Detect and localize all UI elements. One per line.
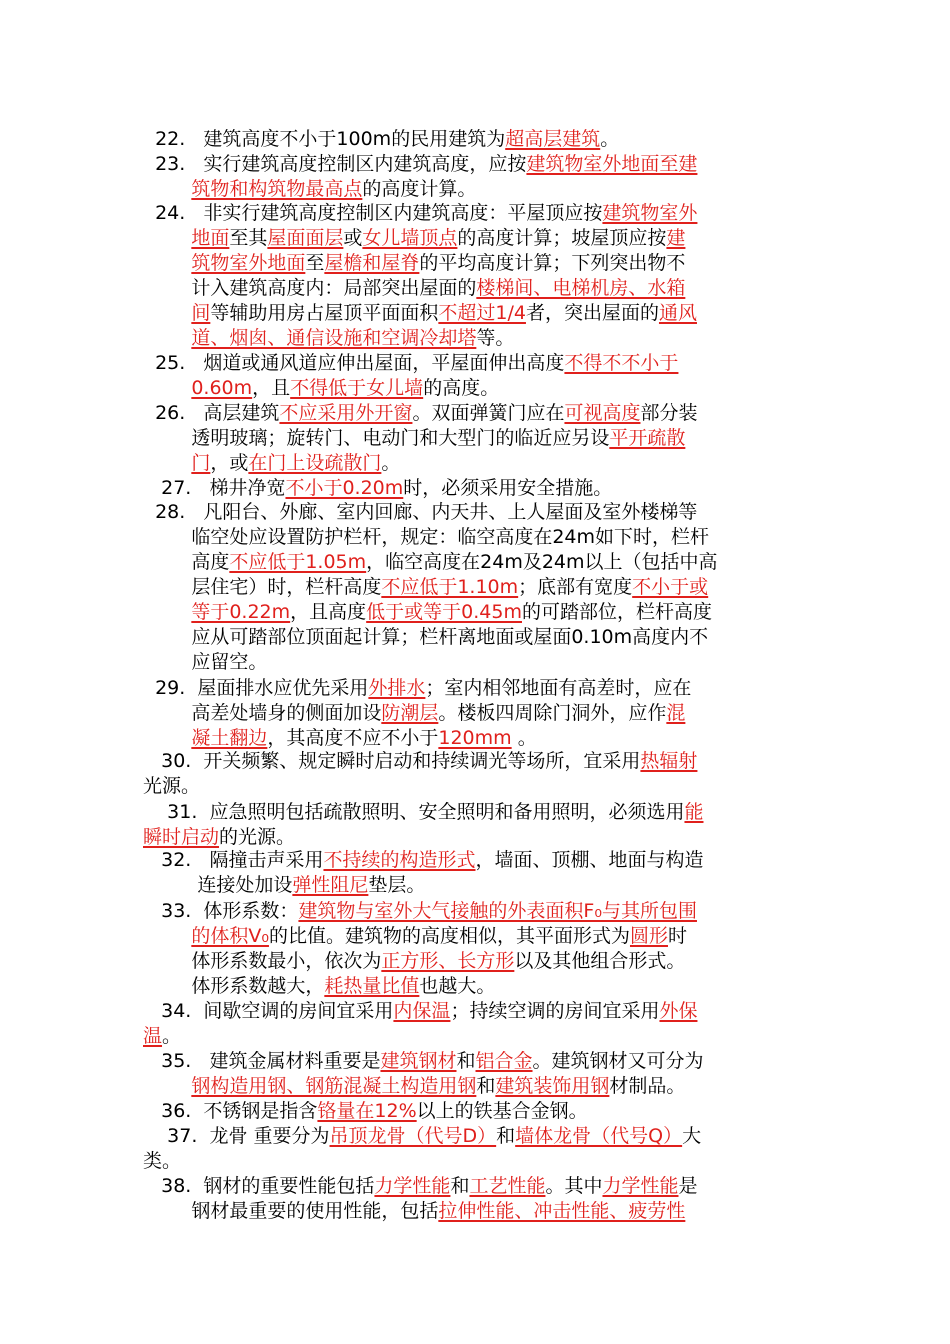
body-text: 的高度计算。: [362, 178, 477, 200]
body-text: 者，突出屋面的: [525, 302, 659, 324]
text-line: [143, 825, 703, 850]
body-text: 层住宅）时，栏杆高度: [143, 576, 382, 598]
answer-highlight: 不小于0.20m: [285, 477, 404, 499]
answer-highlight: 钢构造用钢、钢筋混凝土构造用钢: [191, 1075, 477, 1097]
answer-highlight: 建筑装饰用钢: [495, 1075, 610, 1097]
answer-highlight: 圆形: [629, 925, 668, 947]
text-line: [143, 650, 718, 675]
body-text: 的高度计算；坡屋顶应按: [457, 227, 667, 249]
body-text: 28. 凡阳台、外廊、室内回廊、内天井、上人屋面及室外楼梯等: [143, 501, 698, 523]
text-line: [143, 326, 697, 351]
list-item: [143, 201, 697, 351]
body-text: 32. 隔撞击声采用: [143, 849, 324, 871]
text-line: [143, 476, 612, 501]
answer-highlight: 在门上设疏散门: [248, 452, 382, 474]
text-line: [143, 726, 691, 751]
answer-highlight: 不得不不小于: [564, 352, 679, 374]
body-text: 至: [305, 252, 325, 274]
text-line: [143, 1174, 698, 1199]
text-line: [143, 949, 697, 974]
body-text: 36. 不锈钢是指含: [143, 1100, 318, 1122]
body-text: 30. 开关频繁、规定瞬时启动和持续调光等场所，宜采用: [143, 750, 641, 772]
answer-highlight: 力学性能: [374, 1175, 451, 1197]
body-text: 。双面弹簧门应在: [412, 402, 565, 424]
text-line: [143, 1049, 704, 1074]
answer-highlight: 弹性阻尼: [292, 874, 369, 896]
body-text: 。: [600, 128, 620, 150]
body-text: 光源。: [143, 775, 201, 797]
body-text: 31. 应急照明包括疏散照明、安全照明和备用照明，必须选用: [143, 801, 685, 823]
body-text: 体形系数最小，依次为: [143, 950, 382, 972]
body-text: 钢材最重要的使用性能，包括: [143, 1200, 439, 1222]
answer-highlight: 120mm: [438, 727, 512, 749]
list-item: [143, 351, 678, 401]
text-line: [143, 301, 697, 326]
text-line: [143, 899, 697, 924]
body-text: 或: [343, 227, 363, 249]
text-line: [143, 525, 718, 550]
body-text: [143, 1075, 191, 1097]
answer-highlight: 不超过1/4: [438, 302, 526, 324]
body-text: ，且高度: [290, 601, 367, 623]
text-line: [143, 550, 718, 575]
answer-highlight: 建: [666, 227, 686, 249]
body-text: 等辅助用房占屋顶平面面积: [210, 302, 439, 324]
body-text: 35. 建筑金属材料重要是: [143, 1050, 381, 1072]
body-text: 以上的铁基合金钢。: [416, 1100, 588, 1122]
text-line: [143, 600, 718, 625]
body-text: 的可踏部位，栏杆高度: [522, 601, 713, 623]
list-item: [143, 1174, 698, 1224]
body-text: 27. 梯井净宽: [143, 477, 286, 499]
text-line: [143, 226, 697, 251]
text-line: [143, 401, 697, 426]
answer-highlight: 不应低于1.05m: [229, 551, 367, 573]
answer-highlight: 通风: [658, 302, 697, 324]
list-item: [143, 800, 703, 850]
body-text: ；室内相邻地面有高差时，应在: [425, 677, 692, 699]
body-text: 24. 非实行建筑高度控制区内建筑高度：平屋顶应按: [143, 202, 603, 224]
body-text: [143, 601, 191, 623]
answer-highlight: 的体积V₀: [191, 925, 269, 947]
answer-highlight: 超高层建筑: [505, 128, 601, 150]
text-line: [143, 924, 697, 949]
answer-highlight: 女儿墙顶点: [362, 227, 458, 249]
text-line: [143, 351, 678, 376]
answer-highlight: 地面: [191, 227, 230, 249]
answer-highlight: 间: [191, 302, 211, 324]
body-text: 。: [162, 1025, 182, 1047]
answer-highlight: 墙体龙骨（代号Q）: [515, 1125, 683, 1147]
body-text: 23. 实行建筑高度控制区内建筑高度，应按: [143, 153, 527, 175]
body-text: 以及其他组合形式。: [514, 950, 686, 972]
body-text: 。: [381, 452, 401, 474]
body-text: [143, 727, 191, 749]
body-text: 。建筑钢材又可分为: [532, 1050, 704, 1072]
body-text: 体形系数越大，: [143, 975, 325, 997]
answer-highlight: 门: [191, 452, 211, 474]
body-text: 26. 高层建筑: [143, 402, 280, 424]
text-line: [143, 575, 718, 600]
answer-highlight: 不得低于女儿墙: [290, 377, 424, 399]
text-line: [143, 1074, 704, 1099]
text-line: [143, 177, 697, 202]
body-text: [143, 252, 191, 274]
body-text: 临空处应设置防护栏杆，规定：临空高度在24m如下时，栏杆: [143, 526, 710, 548]
body-text: [143, 327, 191, 349]
body-text: 和: [456, 1050, 476, 1072]
answer-highlight: 内保温: [393, 1000, 451, 1022]
answer-highlight: 低于或等于0.45m: [366, 601, 522, 623]
answer-highlight: 建筑物室外地面至建: [526, 153, 698, 175]
body-text: 。楼板四周除门洞外，应作: [438, 702, 667, 724]
body-text: ；底部有宽度: [518, 576, 633, 598]
answer-highlight: 不应低于1.10m: [381, 576, 519, 598]
list-item: [143, 749, 697, 799]
list-item: [143, 999, 697, 1049]
body-text: 高差处墙身的侧面加设: [143, 702, 382, 724]
body-text: 连接处加设: [143, 874, 293, 896]
text-line: [143, 1199, 698, 1224]
answer-highlight: 外保: [659, 1000, 698, 1022]
answer-highlight: 正方形、长方形: [381, 950, 515, 972]
body-text: 透明玻璃；旋转门、电动门和大型门的临近应另设: [143, 427, 610, 449]
body-text: 。其中: [545, 1175, 603, 1197]
text-line: [143, 701, 691, 726]
answer-highlight: 温: [143, 1025, 163, 1047]
body-text: 大: [682, 1125, 702, 1147]
body-text: 类。: [143, 1150, 182, 1172]
answer-highlight: 耗热量比值: [324, 975, 420, 997]
body-text: 的比值。建筑物的高度相似，其平面形式为: [268, 925, 630, 947]
body-text: 应留空。: [143, 651, 268, 673]
body-text: 高度: [143, 551, 230, 573]
text-line: [143, 1149, 701, 1174]
answer-highlight: 热辐射: [640, 750, 698, 772]
body-text: ；持续空调的房间宜采用: [450, 1000, 660, 1022]
body-text: 22. 建筑高度不小于100m的民用建筑为: [143, 128, 506, 150]
answer-highlight: 楼梯间、电梯机房、水箱: [476, 277, 686, 299]
body-text: 至其: [229, 227, 268, 249]
body-text: ，或: [210, 452, 249, 474]
body-text: [143, 452, 191, 474]
body-text: 和: [496, 1125, 516, 1147]
body-text: 时: [667, 925, 687, 947]
answer-highlight: 筑物和构筑物最高点: [191, 178, 363, 200]
text-line: [143, 873, 704, 898]
answer-highlight: 铬量在12%: [317, 1100, 417, 1122]
answer-highlight: 平开疏散: [609, 427, 686, 449]
body-text: [143, 925, 191, 947]
list-item: [143, 152, 697, 202]
text-line: [143, 999, 697, 1024]
body-text: 和: [450, 1175, 470, 1197]
body-text: 的光源。: [219, 826, 296, 848]
body-text: 是: [678, 1175, 698, 1197]
text-line: [143, 500, 718, 525]
body-text: [143, 178, 191, 200]
list-item: [143, 676, 691, 751]
answer-highlight: 瞬时启动: [143, 826, 220, 848]
body-text: 38. 钢材的重要性能包括: [143, 1175, 375, 1197]
answer-highlight: 筑物室外地面: [191, 252, 306, 274]
list-item: [143, 848, 704, 898]
list-item: [143, 500, 718, 675]
text-line: [143, 749, 697, 774]
body-text: ，且: [252, 377, 291, 399]
answer-highlight: 能: [684, 801, 704, 823]
body-text: 也越大。: [419, 975, 496, 997]
text-line: [143, 201, 697, 226]
answer-highlight: 力学性能: [602, 1175, 679, 1197]
body-text: 材制品。: [609, 1075, 686, 1097]
body-text: 应从可踏部位顶面起计算；栏杆离地面或屋面0.10m高度内不: [143, 626, 709, 648]
text-line: [143, 1024, 697, 1049]
text-line: [143, 152, 697, 177]
body-text: 等。: [476, 327, 515, 349]
body-text: 33. 体形系数：: [143, 900, 299, 922]
answer-highlight: 吊顶龙骨（代号D）: [329, 1125, 497, 1147]
list-item: [143, 1099, 588, 1124]
body-text: 的平均高度计算；下列突出物不: [419, 252, 686, 274]
text-line: [143, 1124, 701, 1149]
text-line: [143, 451, 697, 476]
answer-highlight: 屋檐和屋脊: [324, 252, 420, 274]
body-text: ，墙面、顶棚、地面与构造: [475, 849, 704, 871]
answer-highlight: 建筑物与室外大气接触的外表面积F₀与其所包围: [298, 900, 697, 922]
body-text: 计入建筑高度内：局部突出屋面的: [143, 277, 477, 299]
list-item: [143, 127, 619, 152]
answer-highlight: 建筑钢材: [380, 1050, 457, 1072]
answer-highlight: 屋面面层: [267, 227, 344, 249]
body-text: ，其高度不应不小于: [267, 727, 439, 749]
text-line: [143, 376, 678, 401]
body-text: 25. 烟道或通风道应伸出屋面，平屋面伸出高度: [143, 352, 565, 374]
body-text: 的高度。: [423, 377, 500, 399]
answer-highlight: 工艺性能: [469, 1175, 546, 1197]
answer-highlight: 不应采用外开窗: [279, 402, 413, 424]
answer-highlight: 铝合金: [475, 1050, 533, 1072]
text-line: [143, 800, 703, 825]
body-text: 37. 龙骨 重要分为: [143, 1125, 330, 1147]
text-line: [143, 774, 697, 799]
answer-highlight: 道、烟囱、通信设施和空调冷却塔: [191, 327, 477, 349]
list-item: [143, 899, 697, 999]
answer-highlight: 凝土翻边: [191, 727, 268, 749]
answer-highlight: 防潮层: [381, 702, 439, 724]
body-text: 29. 屋面排水应优先采用: [143, 677, 369, 699]
body-text: [143, 377, 191, 399]
text-line: [143, 127, 619, 152]
text-line: [143, 251, 697, 276]
text-line: [143, 625, 718, 650]
text-line: [143, 276, 697, 301]
body-text: 部分装: [640, 402, 698, 424]
body-text: ，临空高度在24m及24m以上（包括中高: [366, 551, 718, 573]
list-item: [143, 1124, 701, 1174]
answer-highlight: 不持续的构造形式: [323, 849, 476, 871]
text-line: [143, 676, 691, 701]
answer-highlight: 0.60m: [191, 377, 253, 399]
answer-highlight: 建筑物室外: [602, 202, 698, 224]
answer-highlight: 不小于或: [632, 576, 709, 598]
text-line: [143, 1099, 588, 1124]
answer-highlight: 外排水: [368, 677, 426, 699]
body-text: 垫层。: [368, 874, 426, 896]
body-text: 和: [476, 1075, 496, 1097]
list-item: [143, 1049, 704, 1099]
text-line: [143, 974, 697, 999]
text-line: [143, 426, 697, 451]
body-text: 。: [511, 727, 537, 749]
text-line: [143, 848, 704, 873]
answer-highlight: 可视高度: [564, 402, 641, 424]
answer-highlight: 等于0.22m: [191, 601, 291, 623]
list-item: [143, 401, 697, 476]
body-text: [143, 302, 191, 324]
list-item: [143, 476, 612, 501]
answer-highlight: 混: [666, 702, 686, 724]
body-text: 时，必须采用安全措施。: [403, 477, 613, 499]
body-text: [143, 227, 191, 249]
answer-highlight: 拉伸性能、冲击性能、疲劳性: [438, 1200, 686, 1222]
body-text: 34. 间歇空调的房间宜采用: [143, 1000, 394, 1022]
